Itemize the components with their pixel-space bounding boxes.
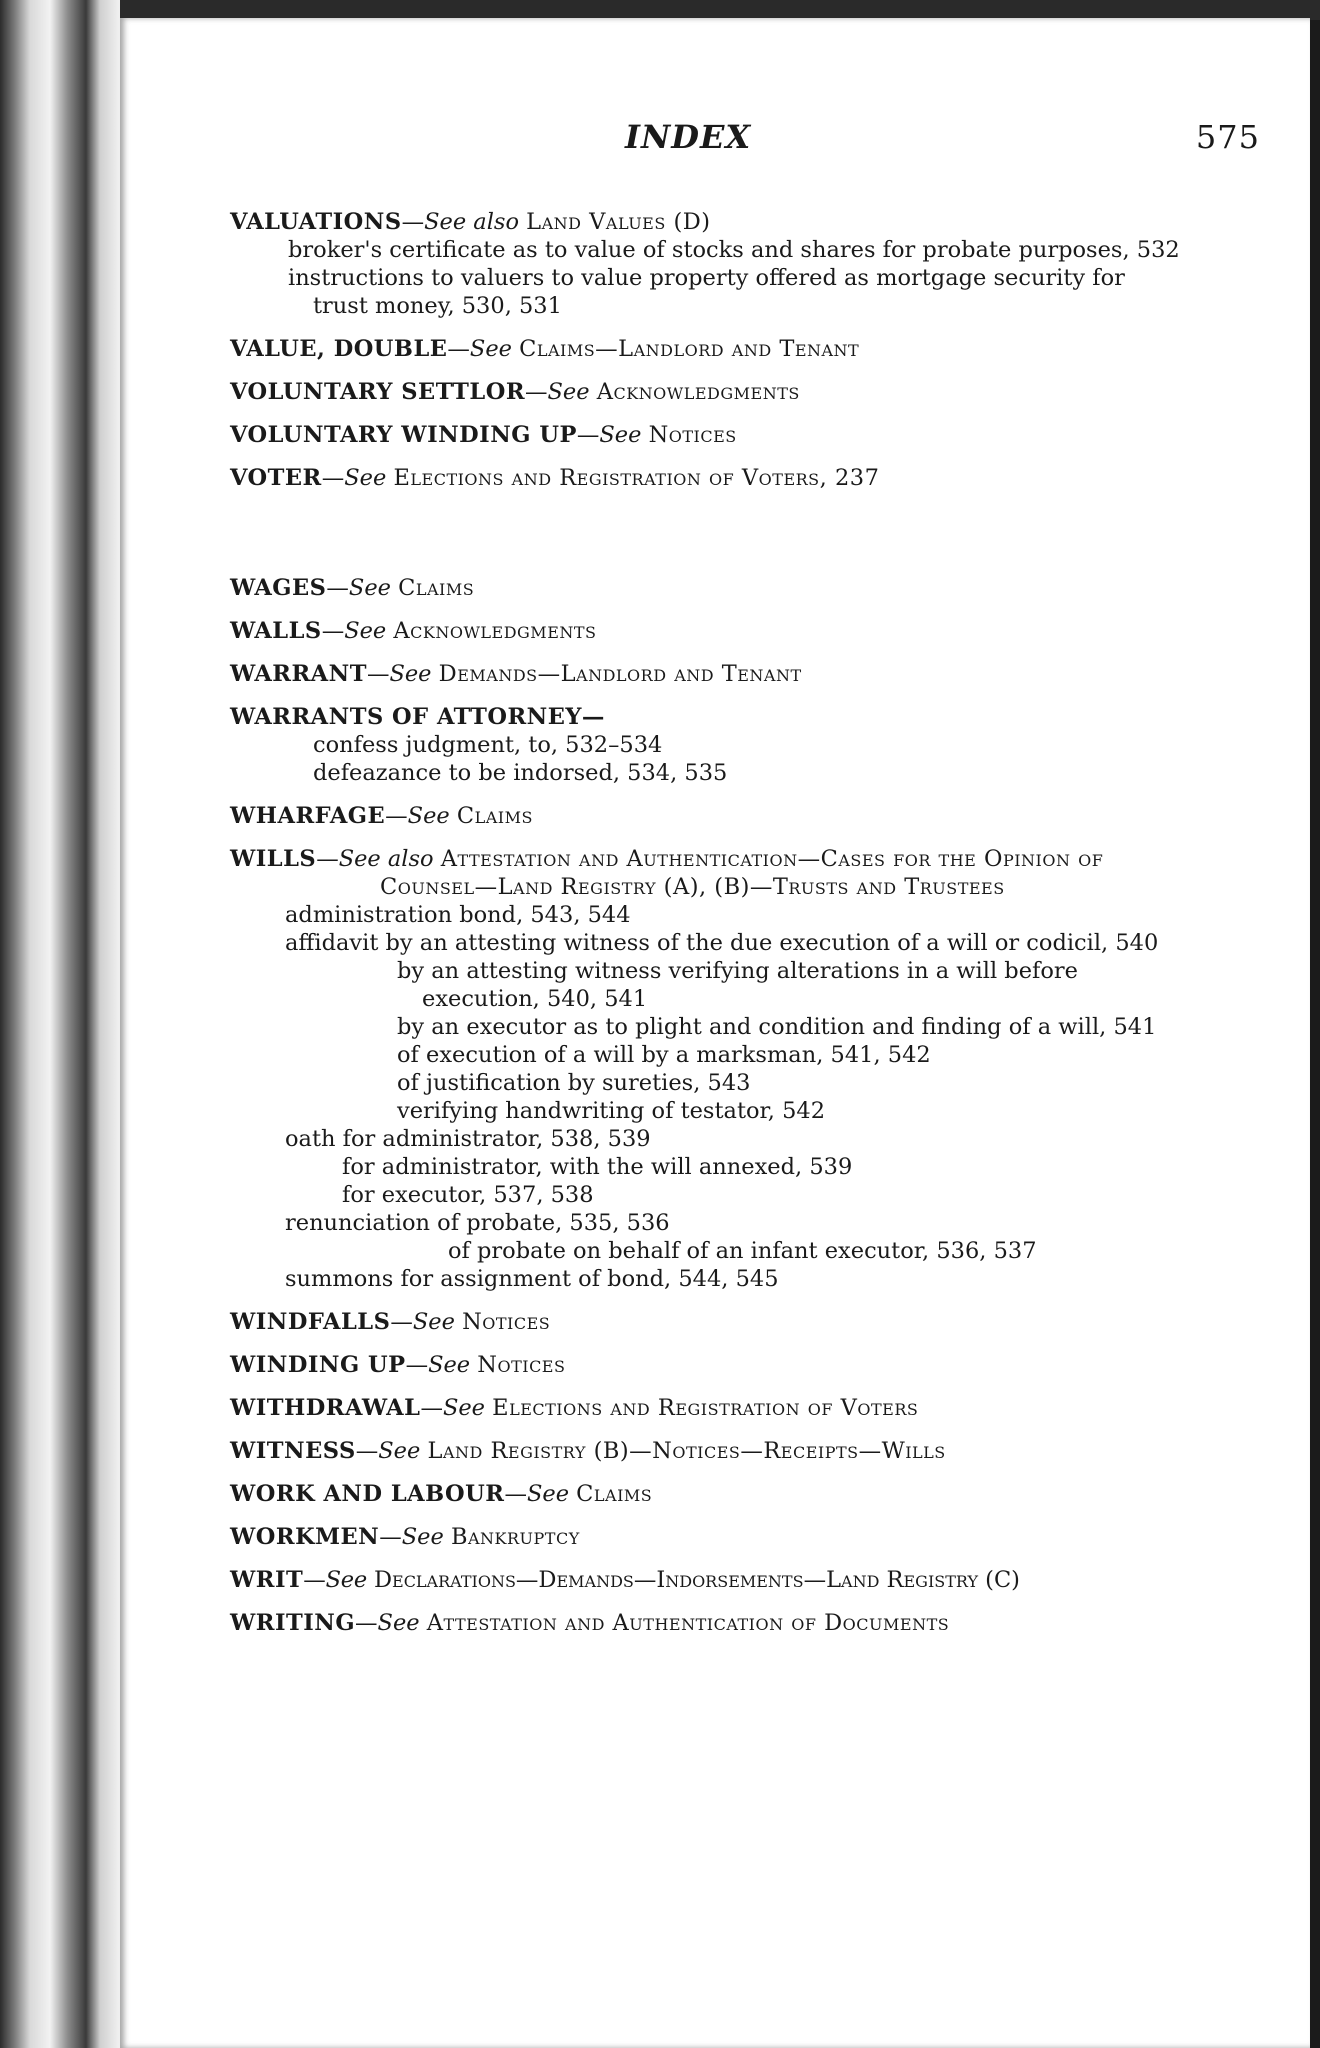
page-number: 575 (1195, 118, 1260, 156)
page-header (120, 118, 1310, 168)
see-label: See also (338, 846, 434, 872)
entry-head: WITHDRAWAL (230, 1395, 421, 1421)
subentry: summons for assignment of bond, 544, 545 (285, 1266, 779, 1292)
entry-head: VALUE, DOUBLE (230, 336, 448, 362)
entry-dash: — (390, 1309, 413, 1335)
entry-dash: — (379, 1524, 402, 1550)
entry-dash: — (385, 803, 408, 829)
subentry: for executor, 537, 538 (342, 1182, 594, 1208)
see-label: See (401, 1524, 444, 1550)
see-label: See (526, 1481, 570, 1507)
cross-reference: Claims (398, 575, 475, 601)
index-entry (230, 1351, 1180, 1379)
see-label: See (407, 803, 450, 829)
entry-head: VOLUNTARY WINDING UP (230, 422, 577, 448)
entry-dash: — (576, 422, 600, 448)
subentry: for administrator, with the will annexed, 539 (342, 1154, 853, 1180)
index-entry (230, 421, 1180, 449)
see-label: See (412, 1309, 455, 1335)
cross-reference: Demands—Landlord and Tenant (438, 661, 802, 687)
subentry: by an executor as to plight and condition and finding of a will, 541 (397, 1014, 1157, 1040)
cross-reference: Notices (477, 1352, 566, 1378)
entry-head: WITNESS (230, 1438, 356, 1464)
entry-head: VALUATIONS (230, 209, 402, 235)
index-entry (230, 1566, 1180, 1594)
see-label: See (377, 1610, 420, 1636)
cross-reference: Attestation and Authentication of Documents (426, 1610, 950, 1636)
subentry: confess judgment, to, 532–534 (313, 732, 663, 758)
see-label: See (442, 1395, 485, 1421)
index-entry (230, 660, 1180, 688)
entry-dash: — (303, 1567, 326, 1593)
entry-head: WORK AND LABOUR (230, 1481, 505, 1507)
entry-head: WINDFALLS (230, 1309, 391, 1335)
index-entry (230, 464, 1180, 492)
see-label: See (428, 1352, 471, 1378)
scan-top-edge (0, 0, 1320, 20)
subentry: broker's certificate as to value of stocks and shares for probate purposes, 532 (288, 237, 1180, 263)
entry-head: WINDING UP (230, 1352, 406, 1378)
entry-head: WAGES (230, 575, 327, 601)
subentry: administration bond, 543, 544 (285, 902, 631, 928)
entry-head: WARRANTS OF ATTORNEY— (230, 704, 605, 730)
running-title: INDEX (625, 118, 752, 156)
book-spine (0, 0, 120, 2048)
index-entry (230, 1437, 1180, 1465)
cross-reference: Attestation and Authentication—Cases for the Opinion of Counsel—Land Registry (A), (B)—Trusts and Trustees (380, 846, 1104, 900)
entry-head: WRIT (230, 1567, 304, 1593)
index-entry (230, 1523, 1180, 1551)
subentry: instructions to valuers to value property offered as mortgage security for trust money, 530, 531 (288, 265, 1125, 319)
subentry: oath for administrator, 538, 539 (285, 1126, 651, 1152)
index-entry (230, 703, 1180, 787)
subentry: of execution of a will by a marksman, 541, 542 (397, 1042, 931, 1068)
cross-reference: Claims (456, 803, 533, 829)
cross-reference: Notices (648, 422, 737, 448)
subentry: defeazance to be indorsed, 534, 535 (313, 760, 728, 786)
entry-head: WORKMEN (230, 1524, 380, 1550)
book-page (120, 18, 1310, 2048)
index-entry (230, 378, 1180, 406)
entry-dash: — (401, 209, 425, 235)
see-label: See (325, 1567, 368, 1593)
entry-dash: — (326, 575, 349, 601)
see-label: See (547, 379, 590, 405)
cross-reference: Declarations—Demands—Indorsements—Land Registry (C) (373, 1567, 1020, 1593)
entry-heading-line (230, 845, 1180, 901)
cross-reference: Land Values (D) (526, 209, 711, 235)
see-label: See (378, 1438, 421, 1464)
index-entry (230, 617, 1180, 645)
cross-reference: Land Registry (B)—Notices—Receipts—Wills (427, 1438, 946, 1464)
index-entry (230, 1394, 1180, 1422)
entry-dash: — (420, 1395, 443, 1421)
index-entry (230, 208, 1180, 320)
index-entry (230, 1308, 1180, 1336)
entry-head: WHARFAGE (230, 803, 386, 829)
see-label: See (469, 336, 512, 362)
see-label: See (344, 465, 387, 491)
index-entry (230, 1480, 1180, 1508)
entry-dash: — (366, 661, 390, 687)
entry-dash: — (316, 846, 339, 872)
cross-reference: Elections and Registration of Voters, 237 (393, 465, 880, 491)
cross-reference: Claims—Landlord and Tenant (519, 336, 860, 362)
index-entry (230, 1609, 1180, 1637)
subentry: verifying handwriting of testator, 542 (397, 1098, 826, 1124)
see-label: See (344, 618, 387, 644)
entry-head: VOLUNTARY SETTLOR (230, 379, 526, 405)
entry-dash: — (321, 618, 345, 644)
subentry: of probate on behalf of an infant executor, 536, 537 (448, 1238, 1037, 1264)
index-entry (230, 335, 1180, 363)
cross-reference: Bankruptcy (450, 1524, 580, 1550)
entry-head: WRITING (230, 1610, 356, 1636)
subentry: by an attesting witness verifying alterations in a will before execution, 540, 541 (397, 958, 1078, 1012)
index-entry (230, 802, 1180, 830)
entry-head: WILLS (230, 846, 317, 872)
entry-head: WARRANT (230, 661, 367, 687)
subentry: renunciation of probate, 535, 536 (285, 1210, 670, 1236)
entry-head: WALLS (230, 618, 322, 644)
index-entry (230, 845, 1180, 1293)
entry-dash: — (525, 379, 548, 405)
see-label: See (599, 422, 642, 448)
cross-reference: Acknowledgments (596, 379, 800, 405)
see-label: See (348, 575, 391, 601)
entry-dash: — (405, 1352, 429, 1378)
entry-head: VOTER (230, 465, 322, 491)
cross-reference: Claims (576, 1481, 653, 1507)
entry-dash: — (355, 1610, 378, 1636)
cross-reference: Acknowledgments (393, 618, 597, 644)
entry-dash: — (321, 465, 345, 491)
entry-dash: — (504, 1481, 527, 1507)
subentry: of justification by sureties, 543 (397, 1070, 751, 1096)
index-entry (230, 574, 1180, 602)
see-label: See (389, 661, 432, 687)
see-label: See also (424, 209, 520, 235)
entry-dash: — (355, 1438, 379, 1464)
subentry: affidavit by an attesting witness of the due execution of a will or codicil, 540 (285, 930, 1159, 956)
cross-reference: Notices (462, 1309, 551, 1335)
entry-dash: — (447, 336, 470, 362)
index-list (230, 208, 1180, 1652)
cross-reference: Elections and Registration of Voters (492, 1395, 919, 1421)
